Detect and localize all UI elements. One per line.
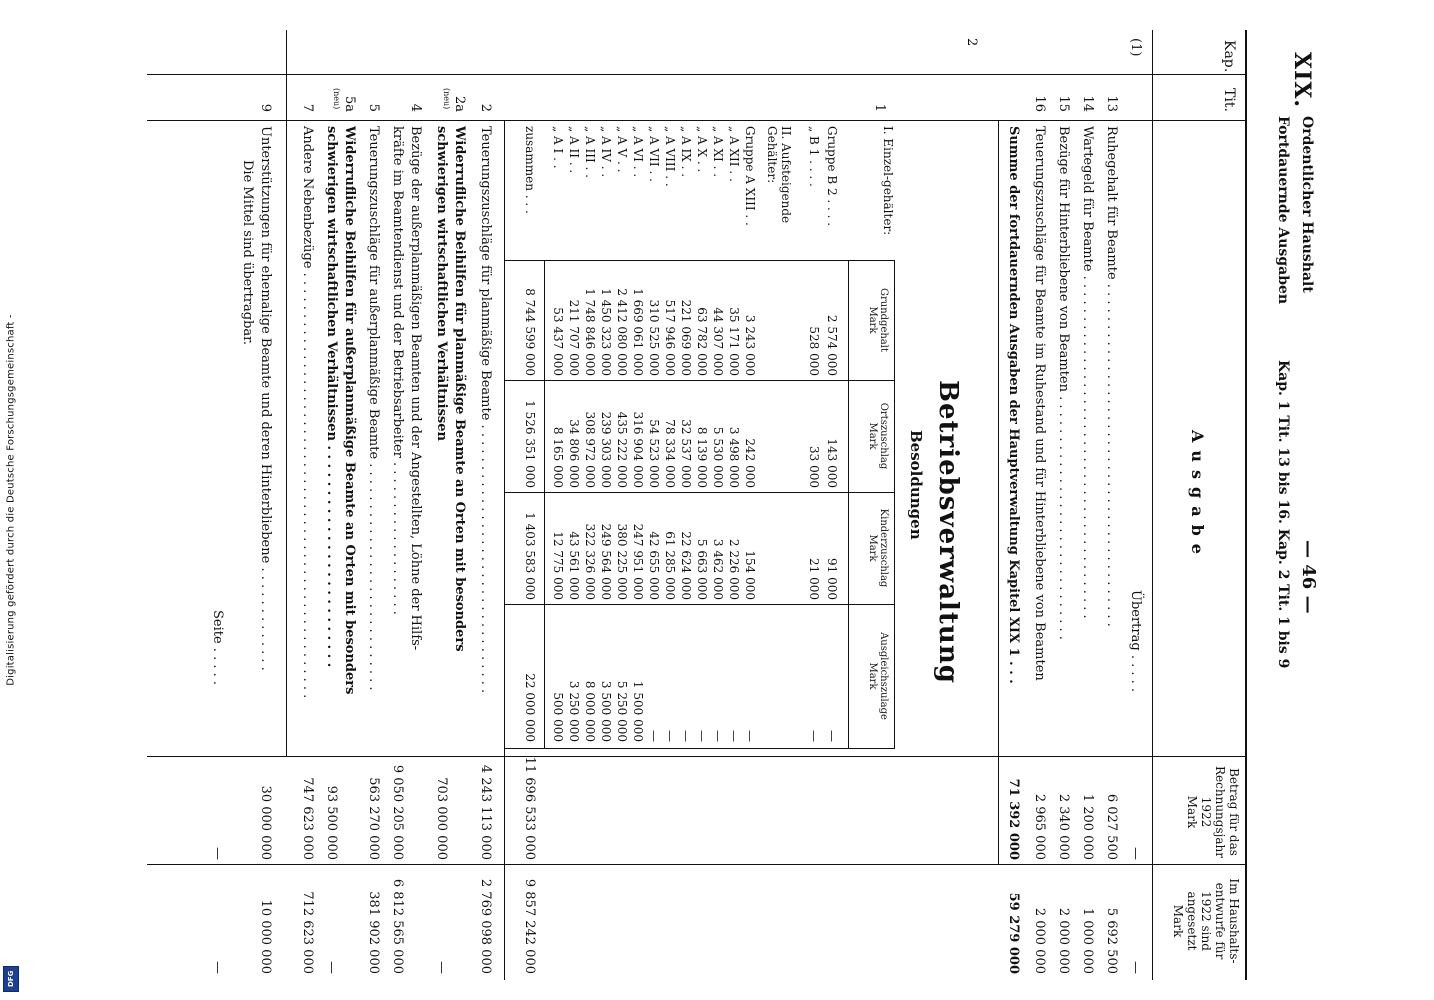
tit-number: 5: [366, 103, 381, 112]
row-haushalt: 5 692 500: [1104, 907, 1119, 974]
tit-column-header: Tit.: [1221, 88, 1237, 112]
group1-title: I. Einzel-gehälter:: [881, 126, 895, 236]
kap2-title: Betriebsverwaltung: [933, 380, 963, 684]
cell-kinderzuschlag: 22 624 000: [679, 531, 693, 600]
cell-grundgehalt: 1 748 846 000: [583, 288, 597, 376]
cell-kinderzuschlag: 154 000: [743, 550, 757, 600]
cell-ausgleichszulage: 3 500 000: [599, 680, 613, 742]
kap2-number: 2: [964, 38, 979, 47]
cell-ortszuschlag: 54 523 000: [647, 419, 661, 488]
cell-kinderzuschlag: 247 951 000: [631, 523, 645, 600]
cell-grundgehalt: 1 669 061 000: [631, 288, 645, 376]
cell-kinderzuschlag: 91 000: [825, 558, 839, 600]
row-betrag: 1 200 000: [1080, 793, 1095, 860]
row-label: „ A X . .: [695, 126, 709, 173]
cell-ortszuschlag: 435 222 000: [615, 411, 629, 488]
kinderzuschlag-header: [867, 494, 889, 602]
section-rule: [286, 30, 287, 756]
tit-note: (neu): [332, 88, 341, 110]
cell-ausgleichszulage: 500 000: [551, 692, 565, 742]
tit-number: 7: [300, 103, 315, 112]
row-label: „ A IV . .: [599, 126, 613, 178]
item-description-cont: kräfte im Beamtendienst und der Betriebsarbeiter . . . . . . . . . . . . . . . . . . .: [390, 126, 405, 615]
item-haushalt: 6 812 565 000: [390, 878, 405, 974]
tit1-haushalt: 9 857 242 000: [522, 878, 537, 974]
row-label: Gruppe B 2 . . . .: [825, 126, 839, 227]
item-description: Bezüge der außerplanmäßigen Beamten und der Angestellten, Löhne der Hilfs-: [408, 126, 423, 651]
cell-ortszuschlag: 78 334 000: [663, 419, 677, 488]
cell-kinderzuschlag: 3 462 000: [711, 538, 725, 600]
ortszuschlag-label: Ortszuschlag: [878, 402, 889, 470]
digitization-note: Digitalisierung gefördert durch die Deutsche Forschungsgemeinschaft -: [5, 314, 17, 686]
item-betrag: 9 050 205 000: [390, 764, 405, 860]
seite-haushalt: —: [210, 961, 225, 974]
cell-kinderzuschlag: 380 225 000: [615, 523, 629, 600]
item-haushalt: —: [434, 961, 449, 974]
cell-grundgehalt: 63 782 000: [695, 307, 709, 376]
cell-kinderzuschlag: 2 226 000: [727, 538, 741, 600]
item-betrag: 747 623 000: [300, 777, 315, 860]
cell-ausgleichszulage: —: [695, 730, 709, 742]
item-description: Teuerungszuschläge für außerplanmäßige Beamte . . . . . . . . . . . . . . . . . . . . . . . . . . . .: [366, 126, 381, 691]
cell-kinderzuschlag: 42 655 000: [647, 531, 661, 600]
item-haushalt: 712 623 000: [300, 891, 315, 974]
item-betrag: 563 270 000: [366, 777, 381, 860]
page-range: Kap. 1 Tit. 13 bis 16. Kap. 2 Tit. 1 bis 9: [1275, 360, 1291, 669]
section-number: XIX.: [1289, 52, 1315, 109]
cell-ortszuschlag: 3 498 000: [727, 426, 741, 488]
column-header: [1152, 30, 1247, 980]
cell-ausgleichszulage: —: [727, 730, 741, 742]
tit-number: 14: [1080, 95, 1095, 112]
cell-kinderzuschlag: 21 000: [807, 558, 821, 600]
kinderzuschlag-label: Kinderzuschlag: [878, 508, 889, 588]
row-label: „ A IX . .: [679, 126, 693, 178]
tit-note: (neu): [442, 88, 451, 110]
row-description: Ruhegehalt für Beamte . . . . . . . . . . . . . . . . . . . . . . . . . . . . . . . . . . . . . . . . . .: [1104, 126, 1119, 627]
betrag-unit: Mark: [1185, 795, 1199, 829]
kap2-subtitle: Besoldungen: [907, 430, 925, 540]
ausgabe-column-header: Ausgabe: [1188, 430, 1207, 562]
row-label: „ A XII . .: [727, 126, 741, 182]
kap1-summe-rule: [998, 120, 999, 864]
item-description: Andere Nebenbezüge . . . . . . . . . . . . . . . . . . . . . . . . . . . . . . . . . . . . . . . . . . . . . . . . . . . .: [300, 126, 315, 699]
tit1-number: 1: [872, 103, 887, 112]
row-label: „ A V . .: [615, 126, 629, 173]
table-col-rule: [505, 492, 895, 493]
cell-ausgleichszulage: —: [679, 730, 693, 742]
cell-kinderzuschlag: 5 663 000: [695, 538, 709, 600]
cell-ortszuschlag: 5 530 000: [711, 426, 725, 488]
budget-page: [125, 30, 1335, 980]
cell-ortszuschlag: 143 000: [825, 438, 839, 488]
cell-kinderzuschlag: 43 561 000: [567, 531, 581, 600]
cell-ortszuschlag: 239 303 000: [599, 411, 613, 488]
tit-number: 2a: [452, 95, 467, 112]
row-betrag: 2 340 000: [1056, 793, 1071, 860]
cell-grundgehalt: 221 069 000: [679, 299, 693, 376]
row-description: Bezüge für Hinterbliebene von Beamten . . . . . . . . . . . . . . . . . . . . . . . . . . . . . .: [1056, 126, 1071, 640]
cell-kinderzuschlag: 61 285 000: [663, 531, 677, 600]
tit1-betrag: 11 696 533 000: [522, 756, 537, 860]
row-label: „ A VI . .: [631, 126, 645, 178]
cell-ausgleichszulage: —: [663, 730, 677, 742]
seite-betrag: —: [210, 847, 225, 860]
tit-column-rule: [147, 120, 1247, 121]
rotated-page-container: [125, 30, 1335, 980]
zusammen-ausgleichszulage: 22 000 000: [523, 673, 537, 742]
page-header: [1261, 30, 1321, 980]
cell-ausgleichszulage: —: [807, 730, 821, 742]
kap1-summe-label: Summe der fortdauernden Ausgaben der Hauptverwaltung Kapitel XIX 1 . . .: [1006, 126, 1021, 684]
item-description: Widerrufliche Beihilfen für planmäßige Beamte an Orten mit besonders: [452, 126, 467, 652]
ortszuschlag-unit: Mark: [867, 422, 878, 450]
table-col-rule: [505, 380, 895, 381]
uebertrag-label: Übertrag . . . . .: [1128, 590, 1143, 693]
cell-grundgehalt: 211 707 000: [567, 299, 581, 376]
haushalt-label: Im Haushalts-entwurfe für 1922 sind angesetzt: [1185, 878, 1241, 964]
grundgehalt-unit: Mark: [867, 306, 878, 334]
cell-grundgehalt: 53 437 000: [551, 307, 565, 376]
cell-grundgehalt: 44 307 000: [711, 307, 725, 376]
cell-ortszuschlag: 316 904 000: [631, 411, 645, 488]
table-col-rule: [505, 604, 895, 605]
tit-number: 5a: [342, 95, 357, 112]
dfg-logo: DFG: [3, 966, 19, 992]
table-top-rule: [894, 260, 895, 748]
row-description: Wartegeld für Beamte . . . . . . . . . . . . . . . . . . . . . . . . . . . . . . . . . . . . . . . . . .: [1080, 126, 1095, 619]
cell-ortszuschlag: 8 165 000: [551, 426, 565, 488]
row-betrag: 6 027 500: [1104, 793, 1119, 860]
row-label: „ B 1 . . . .: [807, 126, 821, 187]
seite-label: Seite . . . . .: [210, 610, 225, 685]
cell-ortszuschlag: 32 537 000: [679, 419, 693, 488]
cell-grundgehalt: 35 171 000: [727, 307, 741, 376]
ausgleichszulage-unit: Mark: [867, 662, 878, 690]
row-description: Teuerungszuschläge für Beamte im Ruhestand und für Hinterbliebene von Beamten: [1032, 126, 1047, 681]
kap1-summe-betrag: 71 392 000: [1006, 778, 1021, 860]
zusammen-ortszuschlag: 1 526 351 000: [523, 400, 537, 488]
cell-grundgehalt: 517 946 000: [663, 299, 677, 376]
cell-ausgleichszulage: 3 250 000: [567, 680, 581, 742]
cell-ortszuschlag: 8 139 000: [695, 426, 709, 488]
item-description: Teuerungszuschläge für planmäßige Beamte . . . . . . . . . . . . . . . . . . . . . . . . . . . . . . . . .: [478, 126, 493, 694]
item-description-cont: Die Mittel sind übertragbar.: [240, 160, 255, 346]
ortszuschlag-header: [867, 382, 889, 490]
table-header-rule: [848, 260, 849, 748]
item-betrag: 30 000 000: [258, 785, 273, 860]
item-haushalt: 2 769 098 000: [478, 878, 493, 974]
cell-grundgehalt: 3 243 000: [743, 314, 757, 376]
item-haushalt: 381 902 000: [366, 891, 381, 974]
haushalt-unit: Mark: [1171, 904, 1185, 938]
ausgleichszulage-label: Ausgleichszulage: [878, 632, 889, 720]
item-betrag: 4 243 113 000: [478, 764, 493, 860]
page-number: — 46 —: [1298, 540, 1319, 614]
tit1-end-rule: [504, 120, 505, 980]
cell-ortszuschlag: 33 000: [807, 446, 821, 488]
cell-ausgleichszulage: 5 250 000: [615, 680, 629, 742]
kap1-summe-haushalt: 59 279 000: [1006, 892, 1021, 974]
cell-ausgleichszulage: —: [647, 730, 661, 742]
kinderzuschlag-unit: Mark: [867, 534, 878, 562]
page-subtitle: Fortdauernde Ausgaben: [1275, 116, 1291, 305]
tit-number: 13: [1104, 95, 1119, 112]
cell-ausgleichszulage: —: [711, 730, 725, 742]
betrag-column-header: [1185, 762, 1241, 862]
tit-number: 15: [1056, 95, 1071, 112]
cell-grundgehalt: 2 412 080 000: [615, 288, 629, 376]
uebertrag-haushalt: —: [1128, 961, 1143, 974]
row-label: „ A I . .: [551, 126, 565, 169]
row-label: „ A II . .: [567, 126, 581, 174]
table-right-rule: [505, 748, 895, 749]
cell-ausgleichszulage: —: [743, 730, 757, 742]
ausgleichszulage-header: [867, 606, 889, 746]
grundgehalt-header: [867, 262, 889, 378]
item-description: Widerrufliche Beihilfen für außerplanmäßige Beamte an Orten mit besonders: [342, 126, 357, 695]
tit-number: 9: [258, 103, 273, 112]
item-betrag: 703 000 000: [434, 777, 449, 860]
row-haushalt: 2 000 000: [1056, 907, 1071, 974]
kap-column-header: Kap.: [1221, 40, 1237, 73]
cell-ortszuschlag: 34 806 000: [567, 419, 581, 488]
zusammen-label: zusammen . . .: [523, 126, 537, 214]
tit-number: 4: [408, 103, 423, 112]
uebertrag-betrag: —: [1128, 847, 1143, 860]
zusammen-rule: [544, 260, 545, 748]
cell-ortszuschlag: 242 000: [743, 438, 757, 488]
betrag-label: Betrag für das Rechnungsjahr 1922: [1199, 766, 1241, 858]
cell-grundgehalt: 2 574 000: [825, 314, 839, 376]
cell-ausgleichszulage: —: [825, 730, 839, 742]
item-description-cont: schwierigen wirtschaftlichen Verhältnissen: [434, 126, 449, 441]
grundgehalt-label: Grundgehalt: [878, 288, 889, 352]
haushalt-column-header: [1171, 866, 1241, 976]
cell-grundgehalt: 310 525 000: [647, 299, 661, 376]
cell-ausgleichszulage: 1 500 000: [631, 680, 645, 742]
item-description: Unterstützungen für ehemalige Beamte und deren Hinterbliebene . . . . . . . . . . . . .: [258, 126, 273, 671]
kap-column-rule: [147, 74, 1247, 75]
row-label: Gruppe A XIII . .: [743, 126, 757, 226]
row-label: „ A VII . .: [647, 126, 661, 182]
row-label: „ A XI . .: [711, 126, 725, 178]
cell-kinderzuschlag: 249 564 000: [599, 523, 613, 600]
kap1-marker: (1): [1128, 38, 1143, 57]
haushalt-column-rule: [147, 864, 1247, 865]
zusammen-grundgehalt: 8 744 599 000: [523, 288, 537, 376]
tit-number: 2: [478, 103, 493, 112]
cell-ortszuschlag: 308 972 000: [583, 411, 597, 488]
digitization-sidebar: [0, 0, 22, 1000]
tit-number: 16: [1032, 95, 1047, 112]
row-label: „ A III . .: [583, 126, 597, 178]
group2-title: II. Aufsteigende Gehälter:: [765, 126, 793, 224]
row-haushalt: 2 000 000: [1032, 907, 1047, 974]
row-haushalt: 1 000 000: [1080, 907, 1095, 974]
cell-ausgleichszulage: 8 000 000: [583, 680, 597, 742]
zusammen-kinderzuschlag: 1 403 583 000: [523, 512, 537, 600]
item-description-cont: schwierigen wirtschaftlichen Verhältnissen . . . . . . . . . . . . . . . . . . . . . . . . .: [324, 126, 339, 668]
cell-kinderzuschlag: 322 326 000: [583, 523, 597, 600]
item-haushalt: —: [324, 961, 339, 974]
cell-kinderzuschlag: 12 775 000: [551, 531, 565, 600]
item-betrag: 93 500 000: [324, 785, 339, 860]
budget-type: Ordentlicher Haushalt: [1299, 116, 1315, 293]
row-label: „ A VIII . .: [663, 126, 677, 187]
cell-grundgehalt: 528 000: [807, 326, 821, 376]
table-left-rule: [505, 260, 895, 261]
cell-grundgehalt: 1 450 323 000: [599, 288, 613, 376]
row-betrag: 2 965 000: [1032, 793, 1047, 860]
item-haushalt: 10 000 000: [258, 899, 273, 974]
